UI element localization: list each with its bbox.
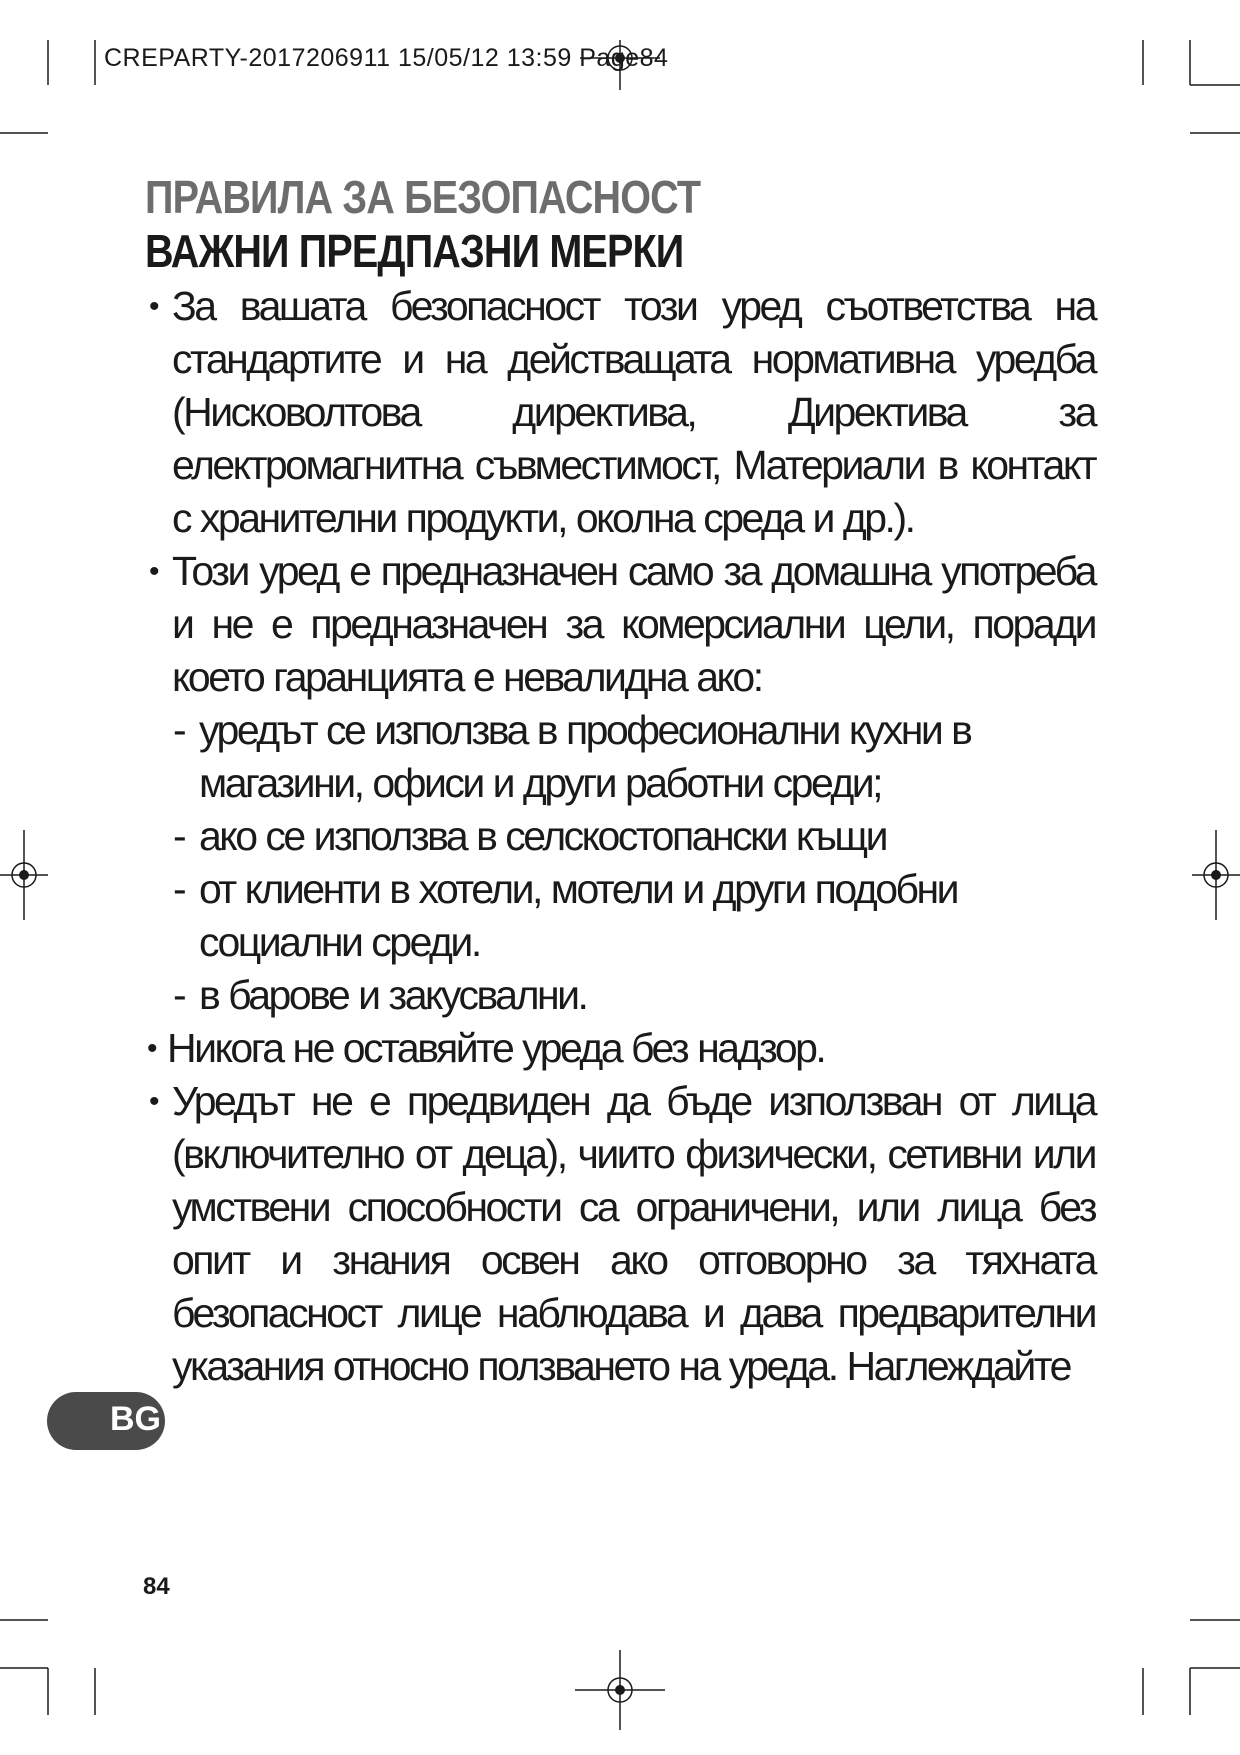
sub-list-item — [145, 969, 1095, 1022]
section-title: ПРАВИЛА ЗА БЕЗОПАСНОСТ — [145, 171, 701, 223]
sub-list-item — [145, 863, 1095, 969]
bullet-marker: • — [149, 555, 158, 588]
dash-marker: - — [173, 707, 185, 753]
sub-list-item — [145, 810, 1095, 863]
print-slug: CREPARTY-2017206911 15/05/12 13:59 Page84 — [104, 44, 669, 72]
sub-item-text: от клиенти в хотели, мотели и други подобни социални среди. — [199, 866, 958, 965]
bullet-marker: • — [149, 290, 158, 323]
bullet-paragraph — [145, 1075, 1095, 1393]
bullet-marker: • — [147, 1032, 156, 1065]
dash-marker: - — [173, 813, 185, 859]
dash-marker: - — [173, 866, 185, 912]
bullet-marker: • — [149, 1085, 158, 1118]
bullet-paragraph — [145, 1022, 1095, 1075]
bullet-paragraph — [145, 280, 1095, 545]
sub-item-text: уредът се използва в професионални кухни в магазини, офиси и други работни среди; — [199, 707, 971, 806]
sub-item-text: в барове и закусвални. — [199, 972, 587, 1018]
sub-item-text: ако се използва в селскостопански къщи — [199, 813, 887, 859]
sub-list-item — [145, 704, 1095, 810]
section-subtitle: ВАЖНИ ПРЕДПАЗНИ МЕРКИ — [145, 225, 684, 277]
bullet-text: За вашата безопасност този уред съответства на стандартите и на действащата нормативна уредба (Нисковолтова директива, Директива за електромагнитна съвместимост, Материали в контакт с хранителни продукти, околна среда и др.). — [172, 283, 1095, 541]
bullet-text: Никога не оставяйте уреда без надзор. — [167, 1025, 825, 1071]
bullet-text: Този уред е предназначен само за домашна употреба и не е предназначен за комерсиални цели, поради което гаранцията е невалидна ако: — [172, 548, 1095, 700]
bullet-paragraph — [145, 545, 1095, 704]
dash-marker: - — [173, 972, 185, 1018]
page-number: 84 — [143, 1573, 170, 1600]
safety-section — [145, 170, 1095, 1393]
bullet-text: Уредът не е предвиден да бъде използван от лица (включително от деца), чиито физически, сетивни или умствени способности са ограничени, или лица без опит и знания освен ако отговорно за тяхната безопасност лице наблюдава и дава предварителни указания относно ползването на уреда. Наглеждайте — [172, 1078, 1095, 1389]
language-tab-label: BG — [110, 1400, 161, 1438]
